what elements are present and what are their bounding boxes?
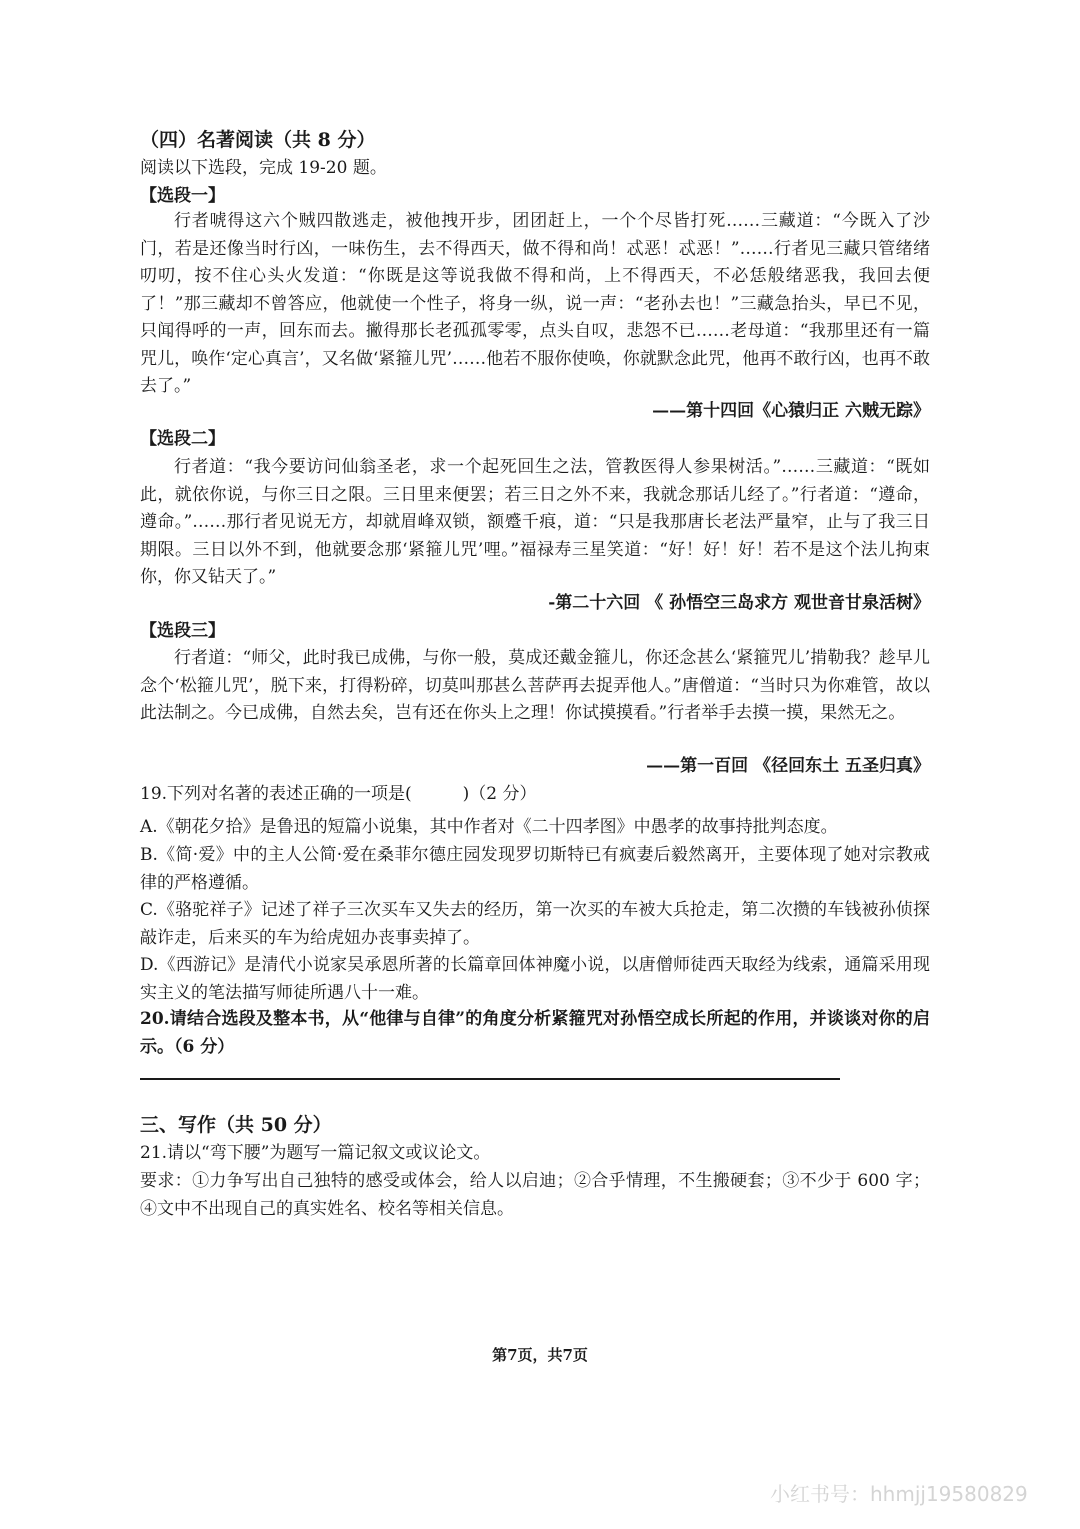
question-20-stem: 20.请结合选段及整本书，从“他律与自律”的角度分析紧箍咒对孙悟空成长所起的作用，并谈谈对你的启示。（6 分） bbox=[140, 1009, 930, 1057]
question-21-prompt: 21.请以“弯下腰”为题写一篇记叙文或议论文。 bbox=[140, 1143, 491, 1163]
excerpt-2-label: 【选段二】 bbox=[140, 429, 225, 449]
excerpt-1-source: ——第十四回《心猿归正 六贼无踪》 bbox=[652, 401, 930, 421]
question-19-option-d: D.《西游记》是清代小说家吴承恩所著的长篇章回体神魔小说，以唐僧师徒西天取经为线索，通篇采用现实主义的笔法描写师徒所遇八十一难。 bbox=[140, 955, 930, 1003]
page-number: 第7页，共7页 bbox=[492, 1346, 588, 1364]
question-21-requirement: 要求：①力争写出自己独特的感受或体会，给人以启迪；②合乎情理，不生搬硬套；③不少于 600 字；④文中不出现自己的真实姓名、校名等相关信息。 bbox=[140, 1171, 930, 1219]
section-title-writing: 三、写作（共 50 分） bbox=[140, 1114, 332, 1136]
reading-instruction: 阅读以下选段，完成 19-20 题。 bbox=[140, 158, 387, 178]
excerpt-3-text: 行者道：“师父，此时我已成佛，与你一般，莫成还戴金箍儿，你还念甚么‘紧箍咒儿’掯勒我？趁早儿念个‘松箍儿咒’，脱下来，打得粉碎，切莫叫那甚么菩萨再去捉弄他人。”唐僧道：“当时只为你难管，故以此法制之。今已成佛，自然去矣，岂有还在你头上之理！你试摸摸看。”行者举手去摸一摸，果然无之。 bbox=[140, 648, 930, 723]
question-19-option-b: B.《简·爱》中的主人公简·爱在桑菲尔德庄园发现罗切斯特已有疯妻后毅然离开，主要体现了她对宗教戒律的严格遵循。 bbox=[140, 845, 930, 893]
question-19-option-c: C.《骆驼祥子》记述了祥子三次买车又失去的经历，第一次买的车被大兵抢走，第二次攒的车钱被孙侦探敲诈走，后来买的车为给虎妞办丧事卖掉了。 bbox=[140, 900, 930, 948]
excerpt-1-label: 【选段一】 bbox=[140, 186, 225, 206]
excerpt-2-text: 行者道：“我今要访问仙翁圣老，求一个起死回生之法，管教医得人参果树活。”……三藏道：“既如此，就依你说，与你三日之限。三日里来便罢；若三日之外不来，我就念那话儿经了。”行者道：“遵命，遵命。”……那行者见说无方，却就眉峰双锁，额蹙千痕，道：“只是我那唐长老法严量窄，止与了我三日期限。三日以外不到，他就要念那‘紧箍儿咒’哩。”福禄寿三星笑道：“好！好！好！若不是这个法儿拘束你，你又钻天了。” bbox=[140, 457, 930, 587]
excerpt-1-text: 行者唬得这六个贼四散逃走，被他拽开步，团团赶上，一个个尽皆打死……三藏道：“今既入了沙门，若是还像当时行凶，一味伤生，去不得西天，做不得和尚！忒恶！忒恶！”……行者见三藏只管绪绪叨叨，按不住心头火发道：“你既是这等说我做不得和尚，上不得西天，不必恁般绪恶我，我回去便了！”那三藏却不曾答应，他就使一个性子，将身一纵，说一声：“老孙去也！”三藏急抬头，早已不见，只闻得呼的一声，回东而去。撇得那长老孤孤零零，点头自叹，悲怨不已……老母道：“我那里还有一篇咒儿，唤作‘定心真言’，又名做‘紧箍儿咒’……他若不服你使唤，你就默念此咒，他再不敢行凶，也再不敢去了。” bbox=[140, 211, 930, 396]
answer-line bbox=[140, 1078, 840, 1080]
question-19-option-a: A.《朝花夕拾》是鲁迅的短篇小说集，其中作者对《二十四孝图》中愚孝的故事持批判态度。 bbox=[140, 817, 838, 837]
excerpt-2-source: -第二十六回 《 孙悟空三岛求方 观世音甘泉活树》 bbox=[548, 593, 930, 613]
watermark: 小红书号：hhmjj19580829 bbox=[770, 1482, 1028, 1506]
excerpt-3-source: ——第一百回 《径回东土 五圣归真》 bbox=[646, 756, 930, 776]
question-19-stem: 19.下列对名著的表述正确的一项是( )（2 分） bbox=[140, 784, 537, 804]
excerpt-3-label: 【选段三】 bbox=[140, 621, 225, 641]
section-title-reading: （四）名著阅读（共 8 分） bbox=[140, 129, 376, 151]
